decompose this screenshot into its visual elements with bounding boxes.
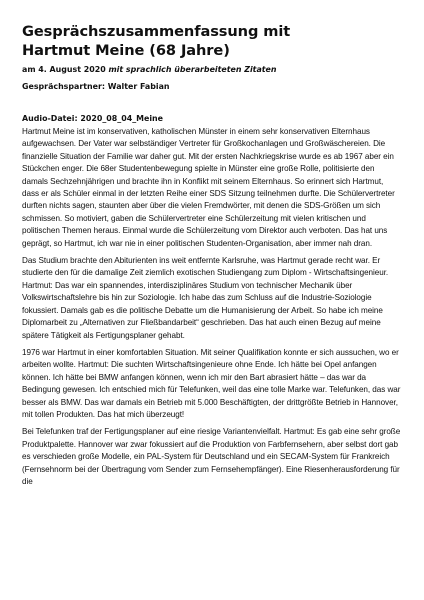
summary-paragraph: Hartmut Meine ist im konservativen, katholischen Münster in einem sehr konservativen Elternhaus aufgewachsen. Der Vater war selbständiger Vertreter für Großkochanlagen und Großwäschereien. Die finanzielle Situation der Familie war daher gut. Mit der ersten Nachkriegskrise wurde es ab 1967 aber ein Stückchen enger. Die 68er Studentenbewegung spielte in Münster eine große Rolle, politisierte den damals Sechzehnjährigen und brachte ihn in Konflikt mit seinem Elternhaus. So erinnert sich Hartmut, dass er als Schüler einmal in der letzten Reihe einer SDS Sitzung teilnehmen durfte. Die Schülervertreter durften nichts sagen, staunten aber über die vielen Fremdwörter, mit denen die SDS-Größen um sich schmissen. So motiviert, gaben die Schülervertreter eine Schülerzeitung mit vielen kritischen und politischen Themen heraus. Einmal wurde die Schülerzeitung vom Direktor auch verboten. Das hat uns geprägt, so Hartmut, ich war nie in einer politischen Studenten-Organisation, aber immer nah dran.	[22, 127, 395, 248]
interview-partner: Gesprächspartner: Walter Fabian	[22, 82, 170, 91]
document-title	[22, 22, 402, 60]
summary-paragraph: 1976 war Hartmut in einer komfortablen Situation. Mit seiner Qualifikation konnte er sich aussuchen, wo er arbeiten wollte. Hartmut: Die suchten Wirtschaftsingenieure ohne Ende. Ich hätte bei Opel anfangen können. Ich hätte bei BMW anfangen können, wenn ich mir den Bart abrasiert hätte – das war da Bedingung gewesen. Ich entschied mich für Telefunken, weil das eine tolle Marke war. Telefunken, das war besser als BMW. Das war damals ein Betrieb mit 5.000 Beschäftigten, der drittgrößte Betrieb in Hannover, mit tollen Produkten. Das hat mich überzeugt!	[22, 347, 401, 419]
title-line-1: Gesprächszusammenfassung mit	[22, 23, 291, 40]
interview-date-line	[22, 64, 402, 75]
summary-paragraph: Das Studium brachte den Abiturienten ins weit entfernte Karlsruhe, was Hartmut gerade recht war. Er studierte den für die damalige Zeit ziemlich exotischen Studiengang zum Diplom - Wirtschaftsingenieur. Hartmut: Das war ein spannendes, interdisziplinäres Studium von technischer Mechanik über Volkswirtschaftslehre bis hin zur Soziologie. Ich habe das zum Schluss auf die Industrie-Soziologie fokussiert. Damals gab es die politische Debatte um die Humanisierung der Arbeit. So habe ich meine Diplomarbeit zu „Alternativen zur Fließbandarbeit“ geschrieben. Das hat auch einen Bezug auf meine spätere Tätigkeit als Fertigungsplaner gehabt.	[22, 256, 389, 340]
title-line-2: Hartmut Meine (68 Jahre)	[22, 42, 230, 59]
audio-file-label: Audio-Datei: 2020_08_04_Meine	[22, 114, 164, 123]
date-note: mit sprachlich überarbeiteten Zitaten	[108, 65, 277, 74]
summary-paragraph: Bei Telefunken traf der Fertigungsplaner auf eine riesige Variantenvielfalt. Hartmut: Es gab eine sehr große Produktpalette. Hannover war zwar fokussiert auf die Produktion von Farbfernsehern, aber selbst dort gab es verschieden große Modelle, ein PAL-System für Deutschland und ein SECAM-System für Frankreich (Fernsehnorm bei der Übertragung vom Sender zum Fernsehempfänger). Eine Riesenherausforderung für die	[22, 427, 401, 486]
interview-date: am 4. August 2020	[22, 65, 109, 74]
